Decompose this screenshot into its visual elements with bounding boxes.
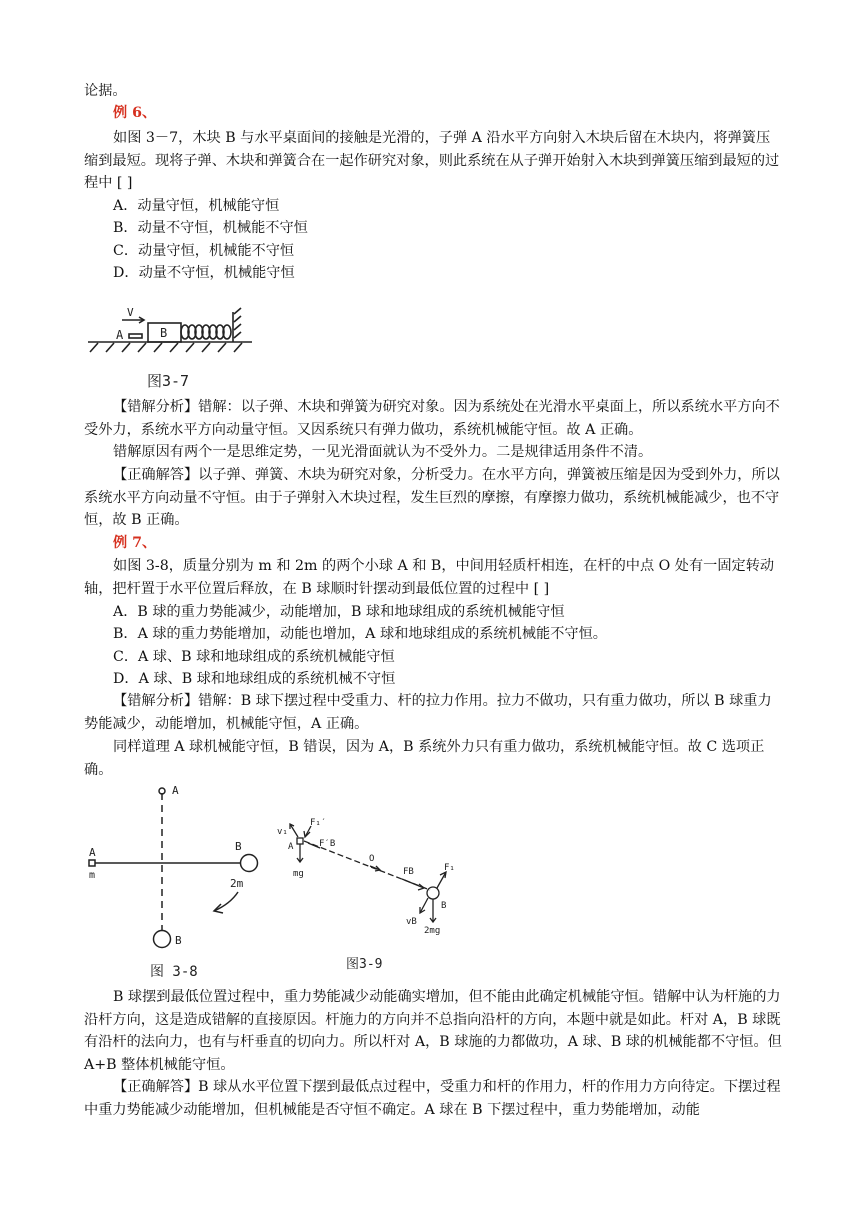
label-2m: 2m	[230, 877, 244, 890]
example-7-label: 例 7、	[113, 535, 157, 551]
figure-3-9	[274, 810, 484, 980]
ball-b	[427, 887, 439, 899]
example-6-correct-answer: 【正确解答】以子弹、弹簧、木块为研究对象，分析受力。在水平方向，弹簧被压缩是因为受到外力，所以系统水平方向动量不守恒。由于子弹射入木块过程，发生巨烈的摩擦，有摩擦力做功，系统机械能减少，也不守恒，故 B 正确。	[84, 467, 780, 528]
label-f1-prime: F₁′	[310, 818, 327, 828]
example-6-option-b: B．动量不守恒，机械能不守恒	[113, 220, 308, 236]
label-m: m	[89, 870, 96, 881]
spring	[181, 325, 231, 339]
ball-b-bottom	[154, 931, 171, 948]
figure-3-7	[84, 290, 264, 390]
table-hatching	[90, 343, 242, 352]
label-a-left: A	[89, 846, 96, 859]
figure-3-9-caption: 图3-9	[346, 957, 383, 972]
label-b-right: B	[235, 840, 242, 853]
example-6-wrong-analysis: 【错解分析】错解：以子弹、木块和弹簧为研究对象。因为系统处在光滑水平桌面上，所以系统水平方向不受外力，系统水平方向动量守恒。又因系统只有弹力做功，系统机械能守恒。故 A 正确。	[84, 399, 780, 438]
label-a-top: A	[172, 784, 179, 797]
label-fb-prime: F′B	[319, 839, 336, 849]
example-7-discussion: B 球摆到最低位置过程中，重力势能减少动能确实增加，但不能由此确定机械能守恒。错解中认为杆施的力沿杆方向，这是造成错解的直接原因。杆施力的方向并不总指向沿杆的方向，本题中就是如此。杆对 A，B 球既有沿杆的法向力，也有与杆垂直的切向力。所以杆对 A，B 球施的力都做功，A 球、B 球的机械能都不守恒。但 A+B 整体机械能守恒。	[84, 989, 782, 1073]
example-6-option-a: A．动量守恒，机械能守恒	[113, 198, 280, 214]
ball-a	[297, 838, 303, 844]
intro-tail: 论据。	[84, 83, 127, 99]
label-v: V	[127, 306, 134, 319]
example-7-option-b: B．A 球的重力势能增加，动能也增加，A 球和地球组成的系统机械能不守恒。	[113, 626, 607, 642]
ball-b-right	[241, 855, 258, 872]
example-6-option-d: D．动量不守恒，机械能守恒	[113, 265, 295, 281]
example-6-label: 例 6、	[113, 105, 157, 121]
label-v1: v₁	[277, 827, 288, 837]
wall-hatching	[234, 308, 241, 338]
ball-a-left	[89, 860, 95, 866]
example-7-question: 如图 3-8，质量分别为 m 和 2m 的两个小球 A 和 B，中间用轻质杆相连，在杆的中点 O 处有一固定转动轴，把杆置于水平位置后释放，在 B 球顺时针摆动到最低位置的过程中 [ ]	[84, 558, 775, 597]
example-7-wrong-analysis: 【错解分析】错解：B 球下摆过程中受重力、杆的拉力作用。拉力不做功，只有重力做功，所以 B 球重力势能减少，动能增加，机械能守恒，A 正确。	[84, 693, 772, 732]
label-mg: mg	[293, 869, 304, 879]
label-o: O	[369, 854, 375, 864]
example-6-wrong-reason: 错解原因有两个一是思维定势，一见光滑面就认为不受外力。二是规律适用条件不清。	[113, 444, 653, 460]
label-f1: F₁	[444, 863, 455, 873]
example-7-option-d: D．A 球、B 球和地球组成的系统机械不守恒	[113, 671, 396, 687]
fb-arrow	[402, 879, 424, 888]
label-b-bottom: B	[175, 934, 182, 947]
label-b: B	[160, 326, 168, 340]
figure-3-8	[80, 780, 280, 980]
figure-3-7-caption: 图3-7	[147, 372, 190, 390]
label-vb: vB	[406, 917, 417, 927]
label-a: A	[116, 328, 124, 342]
example-6-option-c: C．动量守恒，机械能不守恒	[113, 243, 295, 259]
example-7-correct-answer: 【正确解答】B 球从水平位置下摆到最低点过程中，受重力和杆的作用力，杆的作用力方向待定。下摆过程中重力势能减少动能增加，但机械能是否守恒不确定。A 球在 B 下摆过程中，重力势能增加，动能	[84, 1079, 781, 1118]
example-6-question: 如图 3－7，木块 B 与水平桌面间的接触是光滑的，子弹 A 沿水平方向射入木块后留在木块内，将弹簧压缩到最短。现将子弹、木块和弹簧合在一起作研究对象，则此系统在从子弹开始射入木块到弹簧压缩到最短的过程中 [ ]	[84, 130, 780, 191]
figure-3-8-caption: 图 3-8	[150, 964, 198, 980]
label-b: B	[441, 901, 447, 911]
example-7-option-a: A．B 球的重力势能减少，动能增加，B 球和地球组成的系统机械能守恒	[113, 604, 565, 620]
label-a: A	[288, 842, 294, 852]
example-7-option-c: C．A 球、B 球和地球组成的系统机械能守恒	[113, 649, 395, 665]
example-7-wrong-analysis-2: 同样道理 A 球机械能守恒，B 错误，因为 A，B 系统外力只有重力做功，系统机械能守恒。故 C 选项正确。	[84, 739, 765, 778]
bullet-a	[129, 334, 142, 338]
label-2mg: 2mg	[424, 926, 441, 936]
label-fb: FB	[403, 867, 414, 877]
